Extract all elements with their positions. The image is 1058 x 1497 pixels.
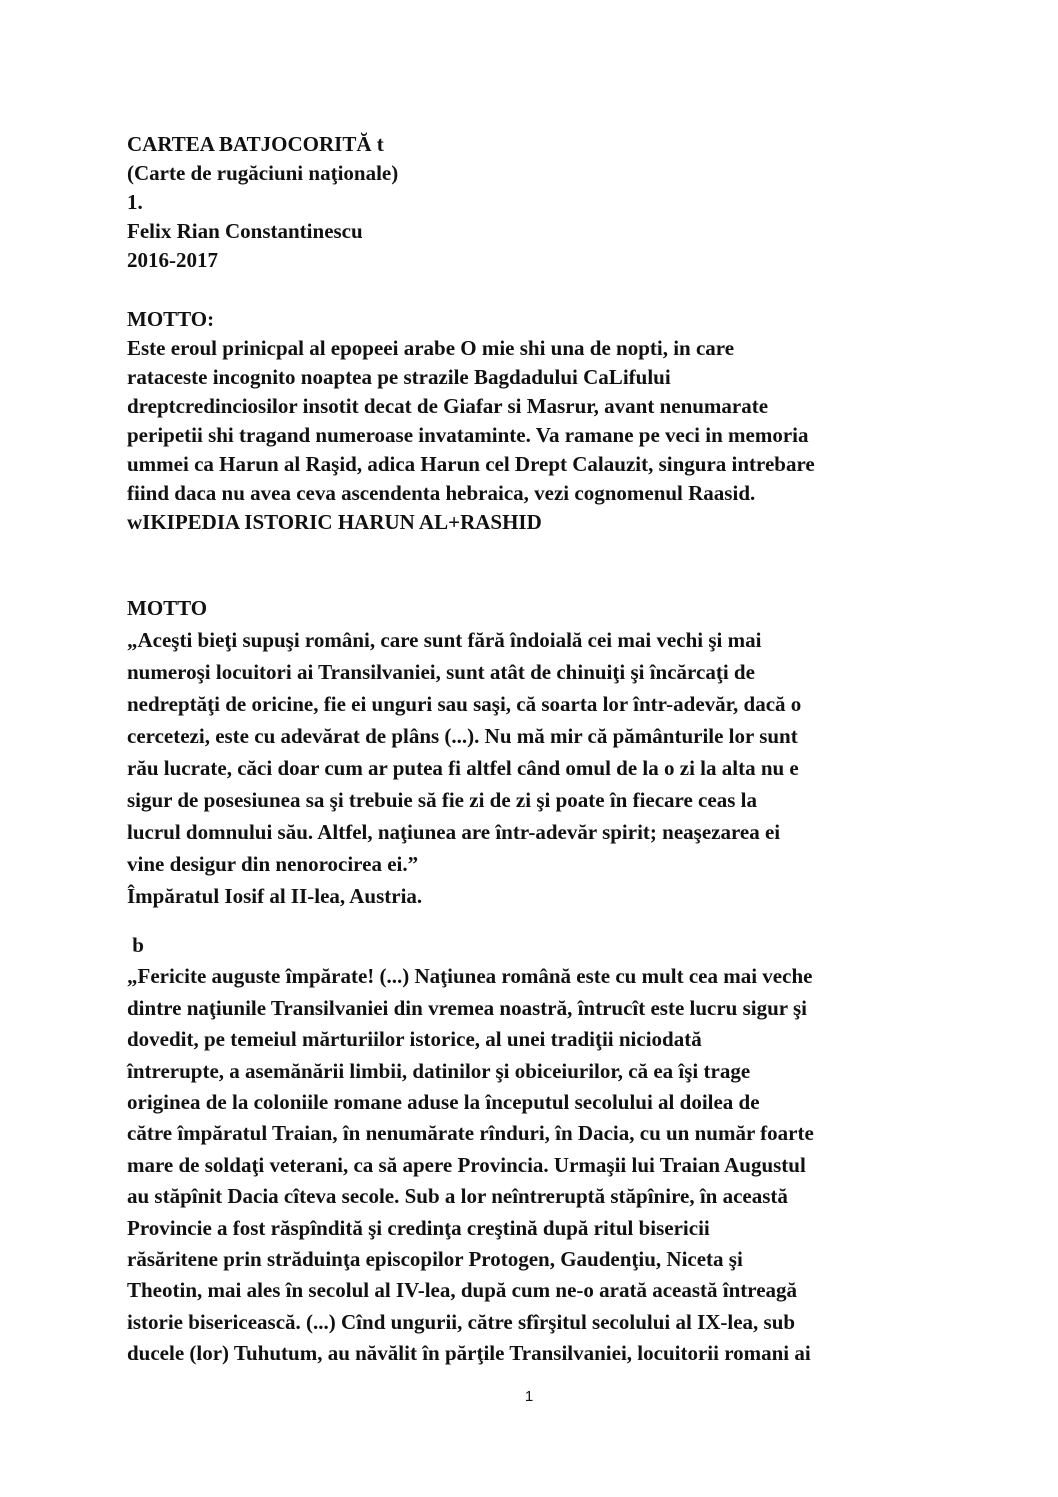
text-line: Împăratul Iosif al II-lea, Austria. [127, 884, 423, 908]
text-line: originea de la coloniile romane aduse la începutul secolului al doilea de [127, 1090, 760, 1115]
text-line: rataceste incognito noaptea pe strazile Bagdadului CaLifului [127, 365, 671, 389]
author-name: Felix Rian Constantinescu [127, 219, 363, 243]
book-subtitle: (Carte de rugăciuni naţionale) [127, 161, 399, 185]
text-line: cercetezi, este cu adevărat de plâns (...). Nu mă mir că pământurile lor sunt [127, 724, 798, 748]
text-line: lucrul domnului său. Altfel, naţiunea are într-adevăr spirit; neaşezarea ei [127, 820, 781, 844]
text-line: Este eroul prinicpal al epopeei arabe O mie shi una de nopti, in care [127, 336, 735, 360]
text-line: întrerupte, a asemănării limbii, datinilor şi obiceiurilor, că ea îşi trage [127, 1058, 751, 1083]
text-line: istorie bisericească. (...) Cînd ungurii, către sfîrşitul secolului al IX-lea, sub [127, 1309, 796, 1334]
book-title: CARTEA BATJOCORITĂ t [127, 132, 384, 156]
motto-heading: MOTTO: [127, 307, 215, 331]
text-line: peripetii shi tragand numeroase invataminte. Va ramane pe veci in memoria [127, 423, 809, 447]
document-header [127, 130, 947, 275]
text-line: rău lucrate, căci doar cum ar putea fi altfel când omul de la o zi la alta nu e [127, 756, 799, 780]
text-line: ummei ca Harun al Raşid, adica Harun cel Drept Calauzit, singura intrebare [127, 452, 815, 476]
text-line: dintre naţiunile Transilvaniei din vremea noastră, întrucît este lucru sigur şi [127, 995, 807, 1020]
volume-number: 1. [127, 190, 143, 214]
text-line: către împăratul Traian, în nenumărate rînduri, în Dacia, cu un număr foarte [127, 1121, 814, 1146]
text-line: răsăritene prin străduinţa episcopilor Protogen, Gaudenţiu, Niceta şi [127, 1247, 743, 1272]
text-line: Provincie a fost răspîndită şi credinţa creştină după ritul bisericii [127, 1215, 710, 1240]
section-marker: b [127, 933, 144, 957]
text-line: ducele (lor) Tuhutum, au năvălit în părţile Transilvaniei, locuitorii romani ai [127, 1341, 811, 1366]
page-number: 1 [524, 1388, 534, 1405]
text-line: „Fericite auguste împărate! (...) Naţiunea română este cu mult cea mai veche [127, 964, 813, 989]
quote-section-b [127, 930, 947, 1370]
text-line: vine desigur din nenorocirea ei.” [127, 852, 419, 876]
motto-section-2 [127, 592, 947, 912]
text-line: au stăpînit Dacia cîteva secole. Sub a lor neîntreruptă stăpînire, în această [127, 1184, 788, 1209]
years: 2016-2017 [127, 248, 218, 272]
motto-section-1 [127, 305, 947, 537]
text-line: mare de soldaţi veterani, ca să apere Provincia. Urmaşii lui Traian Augustul [127, 1152, 806, 1177]
text-line: dreptcredinciosilor insotit decat de Giafar si Masrur, avant nenumarate [127, 394, 769, 418]
text-line: fiind daca nu avea ceva ascendenta hebraica, vezi cognomenul Raasid. [127, 481, 756, 505]
text-line: Theotin, mai ales în secolul al IV-lea, după cum ne-o arată această întreagă [127, 1278, 798, 1303]
text-line: sigur de posesiunea sa şi trebuie să fie zi de zi şi poate în fiecare ceas la [127, 788, 757, 812]
text-line: „Aceşti bieţi supuşi români, care sunt fără îndoială cei mai vechi şi mai [127, 628, 762, 652]
text-line: nedreptăţi de oricine, fie ei unguri sau saşi, că soarta lor într-adevăr, dacă o [127, 692, 802, 716]
motto-heading: MOTTO [127, 596, 208, 620]
text-line: dovedit, pe temeiul mărturiilor istorice, al unei tradiţii niciodată [127, 1027, 702, 1052]
text-line: wIKIPEDIA ISTORIC HARUN AL+RASHID [127, 510, 542, 534]
text-line: numeroşi locuitori ai Transilvaniei, sunt atât de chinuiţi şi încărcaţi de [127, 660, 755, 684]
